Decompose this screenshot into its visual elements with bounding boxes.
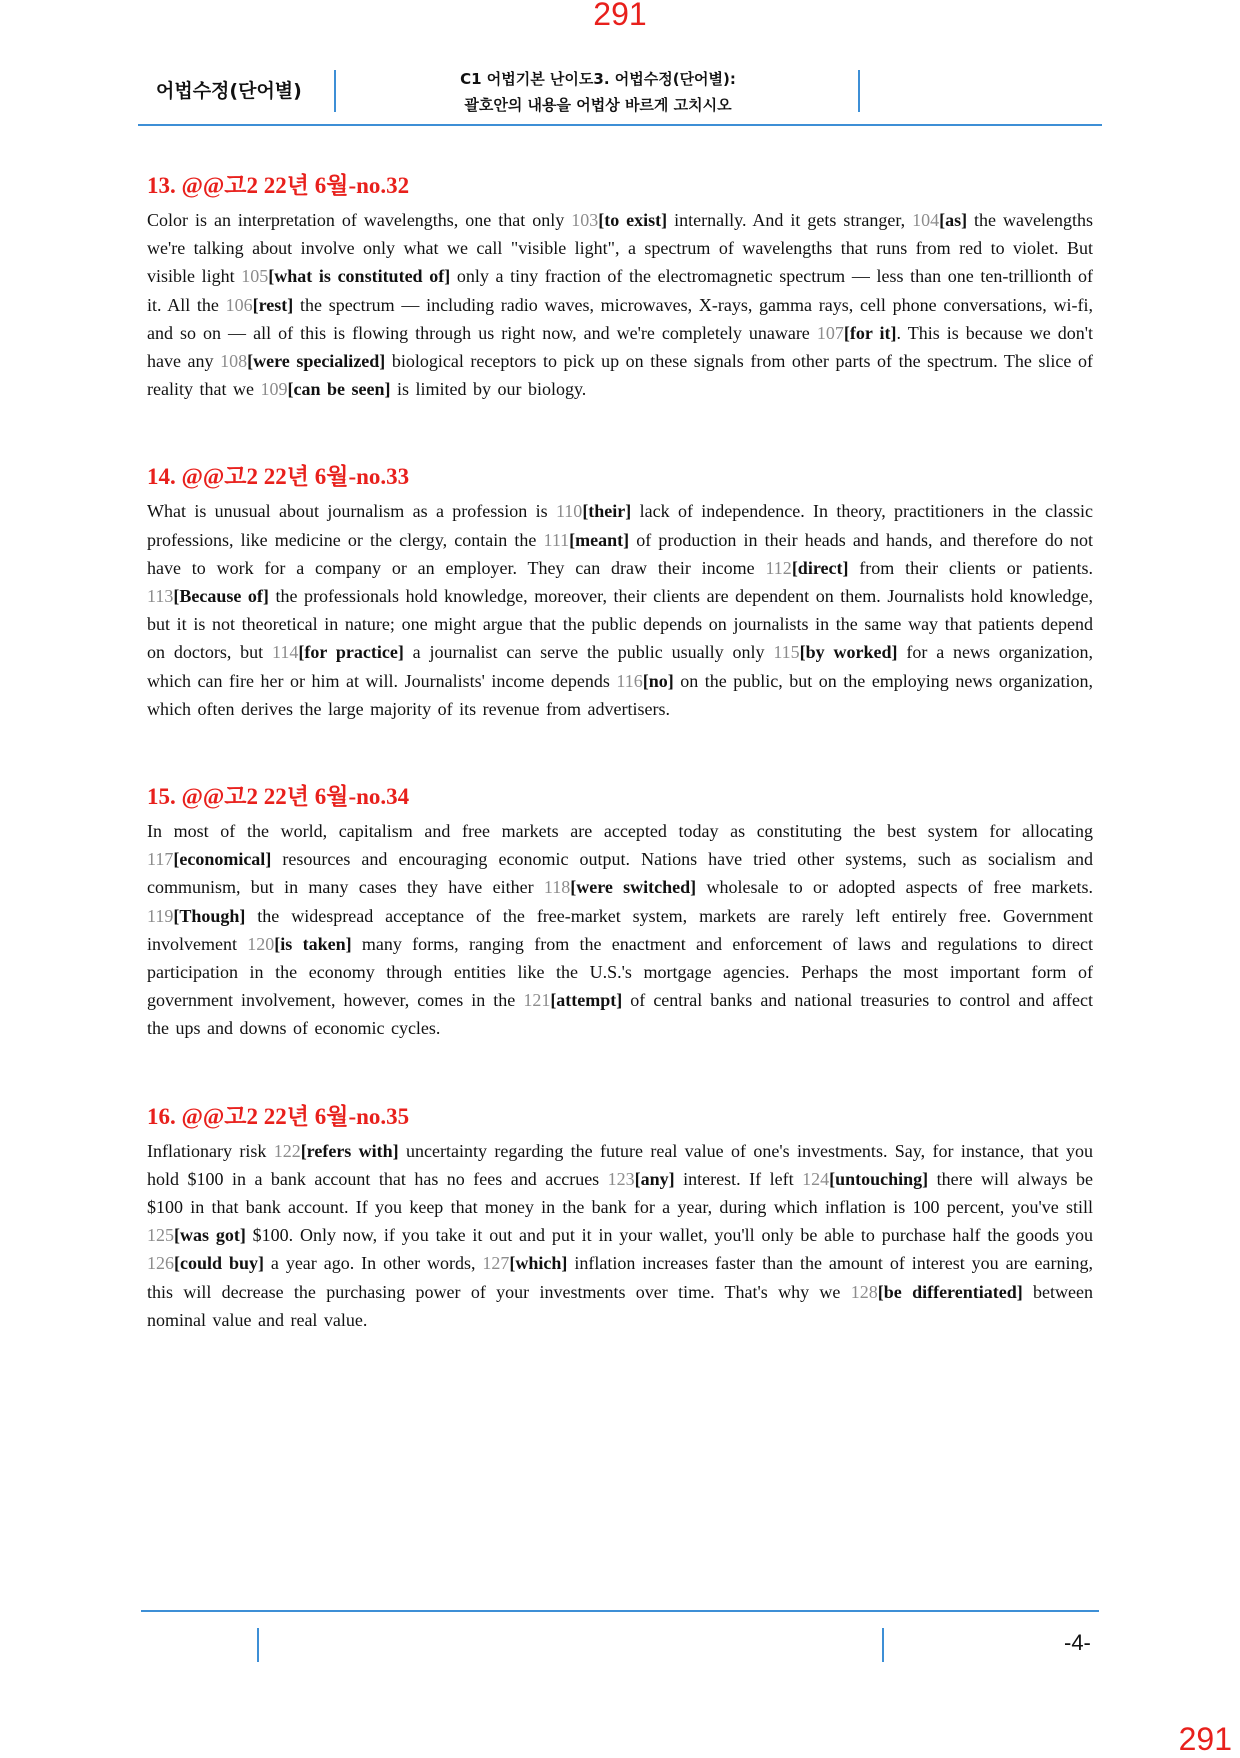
footer-separator (257, 1628, 259, 1662)
passage-text: the spectrum — including radio waves, microwaves, X-rays, gamma rays, cell phone conversations, wi-fi, and so on — all of this is flowing through us right now, and we're completely unaware (147, 294, 1094, 343)
problem-passage (147, 817, 1093, 1043)
bracket-answer: [could buy] (174, 1253, 264, 1274)
header-divider (334, 70, 336, 112)
question-number: 126 (147, 1253, 174, 1274)
question-number: 114 (272, 642, 299, 663)
passage-text: wholesale to or adopted aspects of free markets. (696, 877, 1093, 898)
passage-text: uncertainty regarding the future real value of one's investments. Say, for instance, that you hold $100 in a bank account that has no fees and accrues (147, 1140, 1094, 1189)
passage-text: on the public, but on the employing news organization, which often derives the large majority of its revenue from advertisers. (147, 670, 1093, 719)
passage-text: between nominal value and real value. (147, 1281, 1093, 1330)
bracket-answer: [be differentiated] (877, 1281, 1023, 1302)
bracket-answer: [by worked] (799, 642, 898, 663)
footer-divider (141, 1610, 1099, 1612)
problem-15 (147, 781, 1093, 1043)
page-number-bottom: 291 (1178, 1721, 1232, 1757)
problem-title: 13. @@고2 22년 6월-no.32 (147, 173, 410, 198)
problem-list (147, 170, 1093, 1392)
bracket-answer: [were switched] (570, 877, 697, 898)
passage-text: many forms, ranging from the enactment and enforcement of laws and regulations to direct participation in the economy through entities like the U.S.'s mortgage agencies. Perhaps the most important form of government involvement, however, comes in the (147, 933, 1093, 1011)
bracket-answer: [was got] (174, 1225, 246, 1246)
question-number: 104 (912, 210, 940, 230)
bracket-answer: [Though] (173, 905, 246, 926)
bracket-answer: [is taken] (274, 933, 352, 954)
question-number: 120 (247, 933, 275, 954)
question-number: 113 (147, 586, 174, 607)
bracket-answer: [refers with] (300, 1140, 399, 1161)
passage-text: the wavelengths we're talking about involve only what we call "visible light", a spectrum of wavelengths that runs from red to violet. But visible light (147, 210, 1093, 287)
question-number: 106 (225, 294, 253, 315)
passage-text: What is unusual about journalism as a profession is (147, 501, 556, 522)
question-number: 107 (816, 322, 844, 343)
bracket-answer: [as] (939, 210, 968, 230)
passage-text: internally. And it gets stranger, (667, 210, 913, 230)
question-number: 105 (241, 266, 269, 287)
question-number: 111 (543, 529, 570, 550)
header-title-line2: 괄호안의 내용을 어법상 바르게 고치시오 (464, 96, 732, 114)
passage-text: Color is an interpretation of wavelengths, one that only (147, 210, 572, 230)
passage-text: of central banks and national treasuries to control and affect the ups and downs of economic cycles. (147, 990, 1093, 1039)
passage-text: is limited by our biology. (390, 379, 587, 400)
bracket-answer: [Because of] (173, 586, 269, 607)
passage-text: inflation increases faster than the amount of interest you are earning, this will decrease the purchasing power of your investments over time. That's why we (147, 1253, 1093, 1302)
passage-text: $100. Only now, if you take it out and put it in your wallet, you'll only be able to purchase half the goods you (245, 1225, 1093, 1246)
problem-title: 14. @@고2 22년 6월-no.33 (147, 464, 410, 490)
passage-text: the professionals hold knowledge, moreover, their clients are dependent on them. Journalists hold knowledge, but it is not theoretical in nature; one might argue that the public depends on journalists in the same way that patients depend on doctors, but (147, 586, 1093, 663)
passage-text: a journalist can serve the public usually only (403, 642, 774, 663)
footer-page-number: -4- (1064, 1630, 1091, 1655)
passage-text: Inflationary risk (147, 1140, 274, 1161)
bracket-answer: [rest] (252, 294, 294, 315)
footer-separator (882, 1628, 884, 1662)
problem-16 (147, 1101, 1093, 1334)
bracket-answer: [what is constituted of] (268, 266, 451, 287)
passage-text: for a news organization, which can fire her or him at will. Journalists' income depends (147, 642, 1093, 691)
question-number: 118 (543, 877, 571, 898)
problem-13 (147, 170, 1093, 403)
passage-text: resources and encouraging economic output. Nations have tried other systems, such as socialism and communism, but in many cases they have either (147, 849, 1093, 898)
header-divider (858, 70, 860, 112)
question-number: 112 (765, 557, 792, 578)
problem-title: 16. @@고2 22년 6월-no.35 (147, 1103, 410, 1129)
problem-title: 15. @@고2 22년 6월-no.34 (147, 784, 410, 810)
bracket-answer: [direct] (791, 557, 849, 578)
passage-text: only a tiny fraction of the electromagnetic spectrum — less than one ten-trillionth of it. All the (147, 266, 1093, 315)
bracket-answer: [to exist] (598, 210, 668, 230)
question-number: 121 (523, 990, 551, 1011)
problem-passage (147, 497, 1093, 723)
bracket-answer: [untouching] (829, 1168, 929, 1189)
question-number: 123 (607, 1168, 635, 1189)
question-number: 125 (147, 1225, 174, 1246)
passage-text: biological receptors to pick up on these signals from other parts of the spectrum. The slice of reality that we (147, 351, 1093, 400)
bracket-answer: [were specialized] (247, 351, 386, 372)
passage-text: the widespread acceptance of the free-market system, markets are rarely left entirely free. Government involvement (147, 905, 1093, 954)
bracket-answer: [their] (582, 501, 632, 522)
question-number: 124 (802, 1168, 830, 1189)
question-number: 108 (220, 351, 248, 372)
question-number: 128 (850, 1281, 878, 1302)
question-number: 110 (555, 501, 583, 522)
question-number: 116 (616, 670, 643, 691)
question-number: 127 (482, 1253, 510, 1274)
question-number: 115 (773, 642, 800, 663)
passage-text: interest. If left (674, 1168, 803, 1189)
bracket-answer: [meant] (569, 529, 630, 550)
bracket-answer: [for practice] (298, 642, 404, 663)
question-number: 109 (260, 379, 288, 400)
bracket-answer: [no] (642, 670, 674, 691)
passage-text: there will always be $100 in that bank account. If you keep that money in the bank for a year, during which inflation is 100 percent, you've still (147, 1168, 1093, 1218)
passage-text: a year ago. In other words, (263, 1253, 483, 1274)
bracket-answer: [for it] (843, 322, 897, 343)
header-title (358, 66, 838, 118)
question-number: 103 (571, 210, 599, 230)
question-number: 119 (147, 905, 174, 926)
question-number: 122 (273, 1140, 301, 1161)
passage-text: In most of the world, capitalism and free markets are accepted today as constituting the best system for allocating (147, 821, 1093, 842)
bracket-answer: [any] (634, 1168, 675, 1189)
problem-passage (147, 206, 1093, 403)
passage-text: lack of independence. In theory, practitioners in the classic professions, like medicine or the clergy, contain the (147, 501, 1093, 550)
bracket-answer: [which] (509, 1253, 568, 1274)
header-section-label: 어법수정(단어별) (156, 80, 302, 102)
problem-14 (147, 461, 1093, 723)
page-header (138, 66, 1102, 126)
problem-passage (147, 1137, 1093, 1334)
passage-text: of production in their heads and hands, and therefore do not have to work for a company or an employer. They can draw their income (147, 529, 1094, 578)
passage-text: . This is because we don't have any (147, 322, 1093, 372)
page-number-top: 291 (593, 0, 647, 32)
header-title-line1: C1 어법기본 난이도3. 어법수정(단어별): (460, 70, 736, 88)
passage-text: from their clients or patients. (848, 557, 1093, 578)
bracket-answer: [can be seen] (287, 379, 391, 400)
question-number: 117 (147, 849, 174, 870)
bracket-answer: [economical] (173, 849, 272, 870)
bracket-answer: [attempt] (550, 990, 623, 1011)
